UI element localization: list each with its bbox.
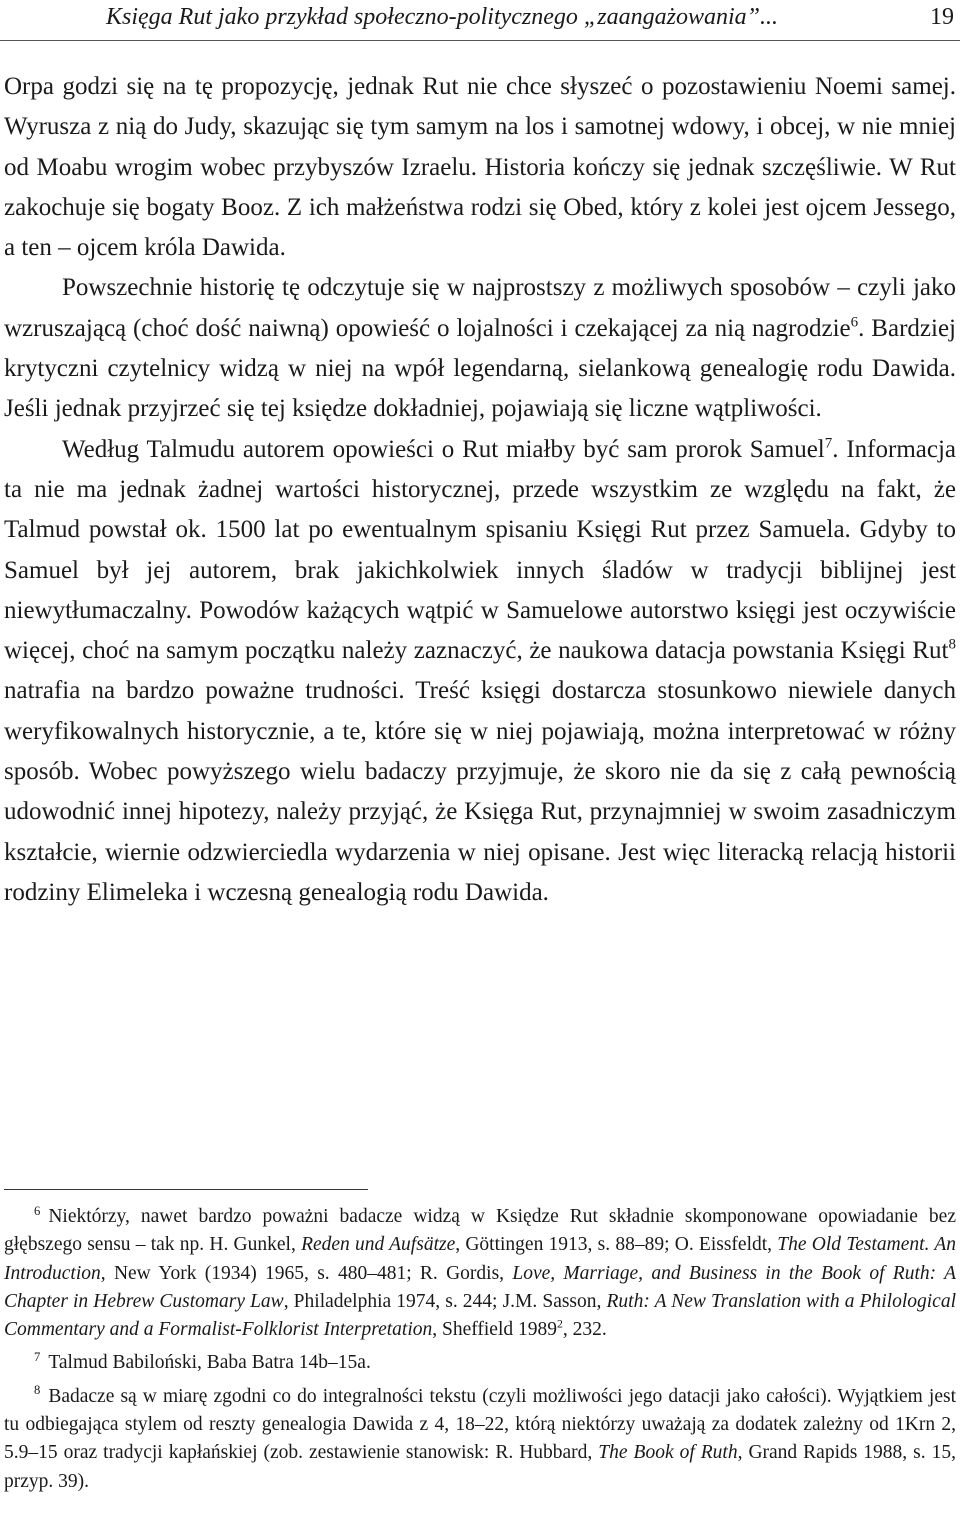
footnote-7 [4,1349,956,1377]
footnote-8 [4,1383,956,1496]
footnote-mark-8: 8 [34,1383,41,1398]
paragraph-1 [4,67,956,268]
paragraph-3 [4,430,956,914]
footnote-6-text-4: , Philadelphia 1974, s. 244; J.M. Sasson, [283,1290,607,1312]
footnote-ref-6[interactable]: 6 [850,314,859,331]
page-header [0,0,960,41]
footnote-8-text-1: Badacze są w miarę zgodni co do integralności tekstu (czyli możliwości jego datacji jako całości). Wyjątkiem jest tu odbiegająca stylem od reszty genealogia Dawida z 4, 18–22, którą niektórzy uważają za dodatek zależny od 1Krn 2, 5.9–15 oraz tradycji kapłańskiej (zob. zestawienie stanowisk: R. Hubbard, [4,1385,956,1464]
paragraph-3-text-a: Według Talmudu autorem opowieści o Rut miałby być sam prorok Samuel [62,435,825,463]
paragraph-1-text: Orpa godzi się na tę propozycję, jednak Rut nie chce słyszeć o pozostawieniu Noemi samej. Wyrusza z nią do Judy, skazując się tym samym na los i samotnej wdowy, i obcej, w nie mniej od Moabu wrogim wobec przybyszów Izraelu. Historia kończy się jednak szczęśliwie. W Rut zakochuje się bogaty Booz. Z ich małżeństwa rodzi się Obed, który z kolei jest ojcem Jessego, a ten – ojcem króla Dawida. [4,73,956,262]
footnote-ref-7[interactable]: 7 [824,435,833,452]
running-head: Księga Rut jako przykład społeczno-politycznego „zaangażowania”... [106,4,778,30]
footnote-divider [4,1189,368,1190]
footnote-6-text-6: , 232. [562,1319,607,1341]
footnote-6 [4,1203,956,1344]
footnote-6-title-4: Ruth: A New Translation with a Philological Commentary and a Formalist-Folklorist Interpretation [4,1290,956,1341]
footnote-6-title-1: Reden und Aufsätze [301,1234,456,1256]
page-number: 19 [930,4,954,30]
footnote-6-text-3: , New York (1934) 1965, s. 480–481; R. Gordis, [100,1262,513,1284]
footnote-6-title-2: The Old Testament. An Introduction [4,1234,956,1284]
footnote-8-title-1: The Book of Ruth [598,1442,738,1464]
footnote-6-title-3: Love, Marriage, and Business in the Book of Ruth: A Chapter in Hebrew Customary Law [4,1262,956,1312]
paragraph-3-text-b: . Informacja ta nie ma jednak żadnej wartości historycznej, przede wszystkim ze względu na fakt, że Talmud powstał ok. 1500 lat po ewentualnym spisaniu Księgi Rut przez Samuela. Gdyby to Samuel był jej autorem, brak jakichkolwiek innych śladów w tradycji biblijnej jest niewytłumaczalny. Powodów każących wątpić w Samuelowe autorstwo księgi jest oczywiście więcej, choć na samym początku należy zaznaczyć, że naukowa datacja powstania Księgi Rut [4,435,956,665]
footnote-mark-6: 6 [34,1203,41,1218]
footnote-mark-7: 7 [34,1349,41,1364]
paragraph-2-text-a: Powszechnie historię tę odczytuje się w najprostszy z możliwych sposobów – czyli jako wzruszającą (choć dość naiwną) opowieść o lojalności i czekającej za nią nagrodzie [4,274,956,342]
footnote-ref-8[interactable]: 8 [948,636,956,653]
paragraph-3-text-c: natrafia na bardzo poważne trudności. Treść księgi dostarcza stosunkowo niewiele danych weryfikowalnych historycznie, a te, które się w niej pojawiają, można interpretować w różny sposób. Wobec powyższego wielu badaczy przyjmuje, że skoro nie da się z całą pewnością udowodnić innej hipotezy, należy przyjąć, że Księga Rut, przynajmniej w swoim zasadniczym kształcie, wiernie odzwierciedla wydarzenia w niej opisane. Jest więc literacką relacją historii rodziny Elimeleka i wczesną genealogią rodu Dawida. [4,677,956,906]
footnote-8-text-2: , Grand Rapids 1988, s. 15, przyp. 39). [4,1442,956,1492]
paragraph-2-text-b: . Bardziej krytyczni czytelnicy widzą w niej na wpół legendarną, sielankową genealogię rodu Dawida. Jeśli jednak przyjrzeć się tej księdze dokładniej, pojawiają się liczne wątpliwości. [4,314,956,423]
footnotes [4,1203,956,1501]
footnote-7-text: Talmud Babiloński, Baba Batra 14b–15a. [48,1352,371,1374]
main-text [4,67,956,913]
footnote-6-text-2: , Göttingen 1913, s. 88–89; O. Eissfeldt, [455,1234,778,1256]
paragraph-2 [4,268,956,429]
footnote-6-text-5: , Sheffield 1989 [432,1319,558,1341]
footnote-6-text-1: Niektórzy, nawet bardzo poważni badacze widzą w Księdze Rut składnie skomponowane opowiadanie bez głębszego sensu – tak np. H. Gunkel, [4,1206,956,1256]
footnote-6-edition-sup: 2 [557,1317,563,1331]
